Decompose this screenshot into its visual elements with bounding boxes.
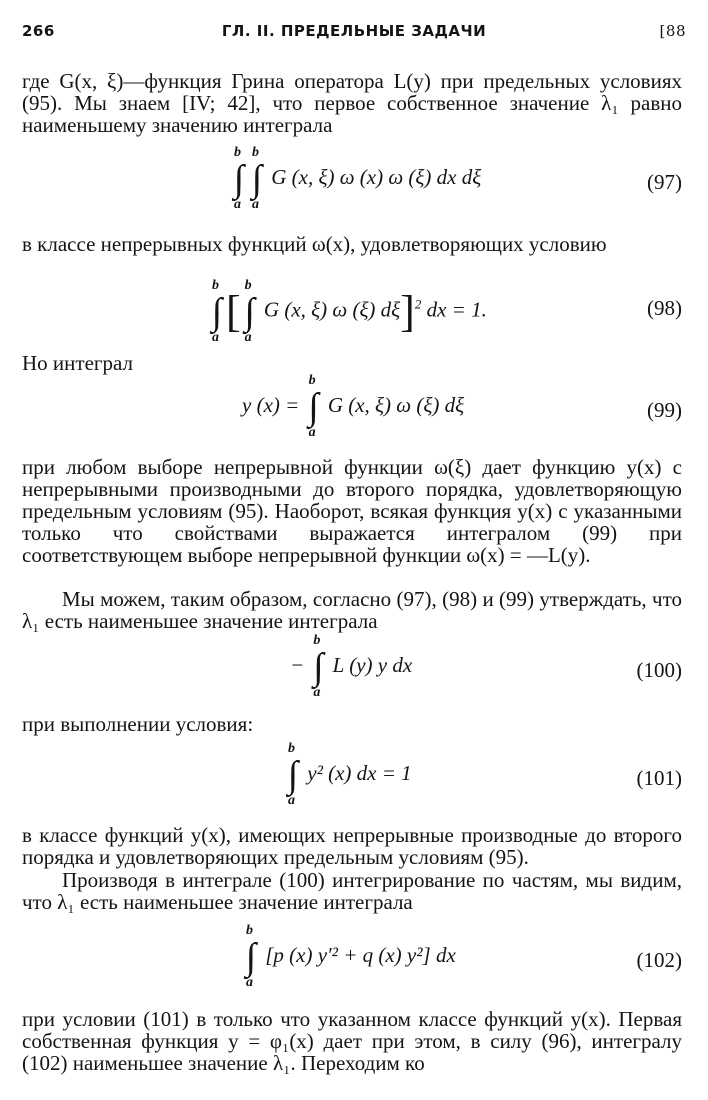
section-mark: [88 [659,22,686,40]
equation-lhs: y (x) = [242,392,300,417]
equation-number: (99) [647,398,682,422]
equation-number: (98) [647,296,682,320]
equation-97 [22,145,682,216]
equation-number: (100) [636,658,682,682]
equation-body: [p (x) y′² + q (x) y²] dx [265,942,456,967]
page-number: 266 [22,22,55,40]
paragraph-7: в классе функций y(x), имеющих непрерывные производные до второго порядка и удовлетворяющих предельным условиям (95). [22,823,682,869]
paragraph-5: Мы можем, таким образом, согласно (97), (98) и (99) утверждать, что λ₁ есть наименьшее значение интеграла [22,587,682,633]
equation-number: (101) [636,766,682,790]
equation-body: L (y) y dx [332,652,413,677]
integral-sign: ∫ b a [245,923,257,990]
paragraph-2: в классе непрерывных функций ω(x), удовлетворяющих условию [22,232,607,256]
integral-sign: ∫ b a [287,741,299,808]
running-title: ГЛ. II. ПРЕДЕЛЬНЫЕ ЗАДАЧИ [221,22,487,40]
integral-sign: ∫ b a [313,633,324,700]
equation-102 [22,923,682,992]
paragraph-6: при выполнении условия: [22,712,254,736]
integral-sign: ∫ b a [211,277,223,345]
exponent: 2 [414,296,422,312]
equation-number: (102) [636,948,682,972]
paragraph-9: при условии (101) в только что указанном классе функций y(x). Первая собственная функция y = φ₁(x) дает при этом, в силу (96), интегралу (102) наименьшее значение λ₁. Переходим ко [22,1007,682,1075]
paragraph-4: при любом выборе непрерывной функции ω(ξ) дает функцию y(x) с непрерывными производными до второго порядка, удовлетворяющую предельным условиям (95). Наоборот, всякая функция y(x) с указанными только что свойствами выражается интегралом (99) при соответствующем выборе непрерывной функции ω(x) = —L(y). [22,455,682,567]
paragraph-8: Производя в интеграле (100) интегрирование по частям, мы видим, что λ₁ есть наименьшее значение интеграла [22,868,682,914]
equation-100 [22,633,682,700]
integral-sign: ∫ b a [244,277,255,345]
integral-sign: ∫ b a [308,373,319,440]
equation-lhs: − [290,652,305,677]
running-header [22,22,686,44]
equation-99 [22,373,682,440]
equation-body: G (x, ξ) ω (ξ) dξ [263,297,401,322]
equation-98: ∫ b a [∫ b a G (x, ξ) ω (ξ) dξ]$^2$ dx = 1. (98) [22,278,682,340]
equation-body: G (x, ξ) ω (ξ) dξ [327,392,465,417]
equation-body: G (x, ξ) ω (x) ω (ξ) dx dξ [271,164,482,189]
paragraph-3: Но интеграл [22,351,133,375]
equation-body: y² (x) dx = 1 [307,760,412,785]
integral-sign: ∫ b a [233,145,245,212]
paragraph-1: где G(x, ξ)—функция Грина оператора L(y) при предельных условиях (95). Мы знаем [IV; 42], что первое собственное значение λ₁ равно наименьшему значению интеграла [22,69,682,137]
integral-sign: ∫ b a [251,145,263,212]
equation-tail: dx = 1. [426,297,487,322]
equation-number: (97) [647,170,682,194]
equation-101 [22,741,682,808]
